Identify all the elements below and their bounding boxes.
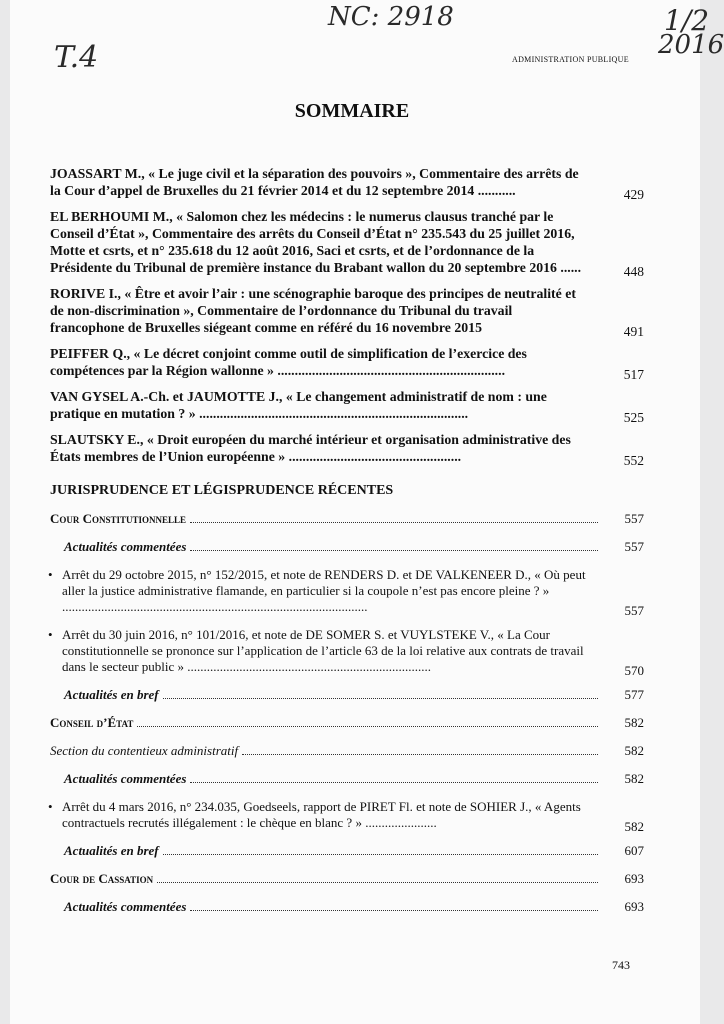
toc-label: Actualités commentées	[64, 539, 187, 554]
article-page: 491	[623, 324, 644, 339]
decision-page: 570	[624, 663, 644, 678]
article-entry	[50, 345, 644, 382]
bullet-icon: •	[48, 567, 53, 582]
decision-page: 557	[624, 603, 644, 618]
article-page: 517	[623, 367, 644, 382]
toc-label: Actualités en bref	[64, 687, 159, 702]
toc-label: Section du contentieux administratif	[50, 743, 239, 758]
handwritten-nc: NC: 2918	[328, 2, 454, 32]
toc-row	[50, 511, 644, 527]
decision-text: Arrêt du 4 mars 2016, n° 234.035, Goedseels, rapport de PIRET Fl. et note de SOHIER J., « Agents contractuels recrutés illégalement : le chèque en blanc ? » ......................	[62, 799, 581, 830]
handwritten-fraction: 1/2	[664, 4, 710, 37]
toc-row	[50, 771, 644, 787]
article-page: 448	[623, 264, 644, 279]
article-text: PEIFFER Q., « Le décret conjoint comme outil de simplification de l’exercice des compétences par la Région wallonne » ..................................................................	[50, 346, 527, 378]
toc-row	[50, 899, 644, 915]
toc-page: 582	[624, 743, 644, 758]
article-entry	[50, 208, 644, 279]
leader-dots	[190, 782, 598, 783]
toc-page: 693	[624, 899, 644, 914]
toc-page: 582	[624, 715, 644, 730]
article-text: RORIVE I., « Être et avoir l’air : une scénographie baroque des principes de neutralité et de non-discrimination », Commentaire de l’ordonnance du Tribunal du travail francophone de Bruxelles siégeant comme en référé du 16 novembre 2015	[50, 286, 576, 335]
handwritten-year: 2016	[658, 30, 724, 60]
decision-text: Arrêt du 30 juin 2016, n° 101/2016, et note de DE SOMER S. et VUYLSTEKE V., « La Cour constitutionnelle se prononce sur l’application de l’article 63 de la loi relative aux contrats de travail dans le secteur public » ...........................................................................	[62, 627, 584, 674]
toc-label: Conseil d’État	[50, 715, 134, 730]
article-entry	[50, 388, 644, 425]
toc-page: 582	[624, 771, 644, 786]
toc-page: 607	[624, 843, 644, 858]
article-text: SLAUTSKY E., « Droit européen du marché intérieur et organisation administrative des États membres de l’Union européenne » ..................................................	[50, 432, 571, 464]
bullet-icon: •	[48, 627, 53, 642]
toc-page: 557	[624, 511, 644, 526]
toc-row	[50, 871, 644, 887]
leader-dots	[242, 754, 598, 755]
toc-label: Actualités commentées	[64, 899, 187, 914]
toc-row	[50, 715, 644, 731]
article-page: 552	[623, 453, 644, 468]
leader-dots	[163, 698, 598, 699]
toc-row	[50, 687, 644, 703]
decision-entry	[48, 567, 644, 618]
leader-dots	[157, 882, 598, 883]
toc-label: Actualités commentées	[64, 771, 187, 786]
toc-label: Cour de Cassation	[50, 871, 154, 886]
toc-row	[50, 539, 644, 555]
handwritten-ref: T.4	[54, 40, 99, 75]
toc-page: 557	[624, 539, 644, 554]
leader-dots	[163, 854, 598, 855]
page-title: SOMMAIRE	[294, 100, 410, 122]
article-entry	[50, 431, 644, 468]
leader-dots	[190, 550, 598, 551]
leader-dots	[190, 910, 598, 911]
toc-content	[50, 165, 644, 927]
article-entry	[50, 285, 644, 339]
bullet-icon: •	[48, 799, 53, 814]
article-entry	[50, 165, 644, 202]
toc-page: 693	[624, 871, 644, 886]
toc-page: 577	[624, 687, 644, 702]
leader-dots	[190, 522, 598, 523]
running-header: ADMINISTRATION PUBLIQUE	[512, 55, 629, 64]
article-text: EL BERHOUMI M., « Salomon chez les médecins : le numerus clausus tranché par le Conseil d’État », Commentaire des arrêts du Conseil d’État n° 235.543 du 25 juillet 2016, Motte et csrts, et n° 235.618 du 12 août 2016, Saci et csrts, et de l’ordonnance de la Présidente du Tribunal de première instance du Brabant wallon du 20 septembre 2016 ......	[50, 209, 582, 275]
toc-row	[50, 743, 644, 759]
article-text: VAN GYSEL A.-Ch. et JAUMOTTE J., « Le changement administratif de nom : une pratique en mutation ? » ..............................................................................	[50, 389, 547, 421]
toc-row	[50, 843, 644, 859]
decision-page: 582	[624, 819, 644, 834]
section-title: JURISPRUDENCE ET LÉGISPRUDENCE RÉCENTES	[50, 483, 394, 498]
article-page: 429	[623, 187, 644, 202]
decision-entry	[48, 799, 644, 834]
toc-label: Actualités en bref	[64, 843, 159, 858]
decision-entry	[48, 627, 644, 678]
leader-dots	[137, 726, 598, 727]
article-page: 525	[623, 410, 644, 425]
decision-text: Arrêt du 29 octobre 2015, n° 152/2015, et note de RENDERS D. et DE VALKENEER D., « Où peut aller la justice administrative flamande, en particulier si la coupole n’est pas encore pleine ? » ..............................................................................................	[62, 567, 586, 614]
article-text: JOASSART M., « Le juge civil et la séparation des pouvoirs », Commentaire des arrêts de la Cour d’appel de Bruxelles du 21 février 2014 et du 12 septembre 2014 ...........	[50, 166, 579, 198]
page-number: 743	[612, 958, 630, 972]
toc-label: Cour Constitutionnelle	[50, 511, 187, 526]
